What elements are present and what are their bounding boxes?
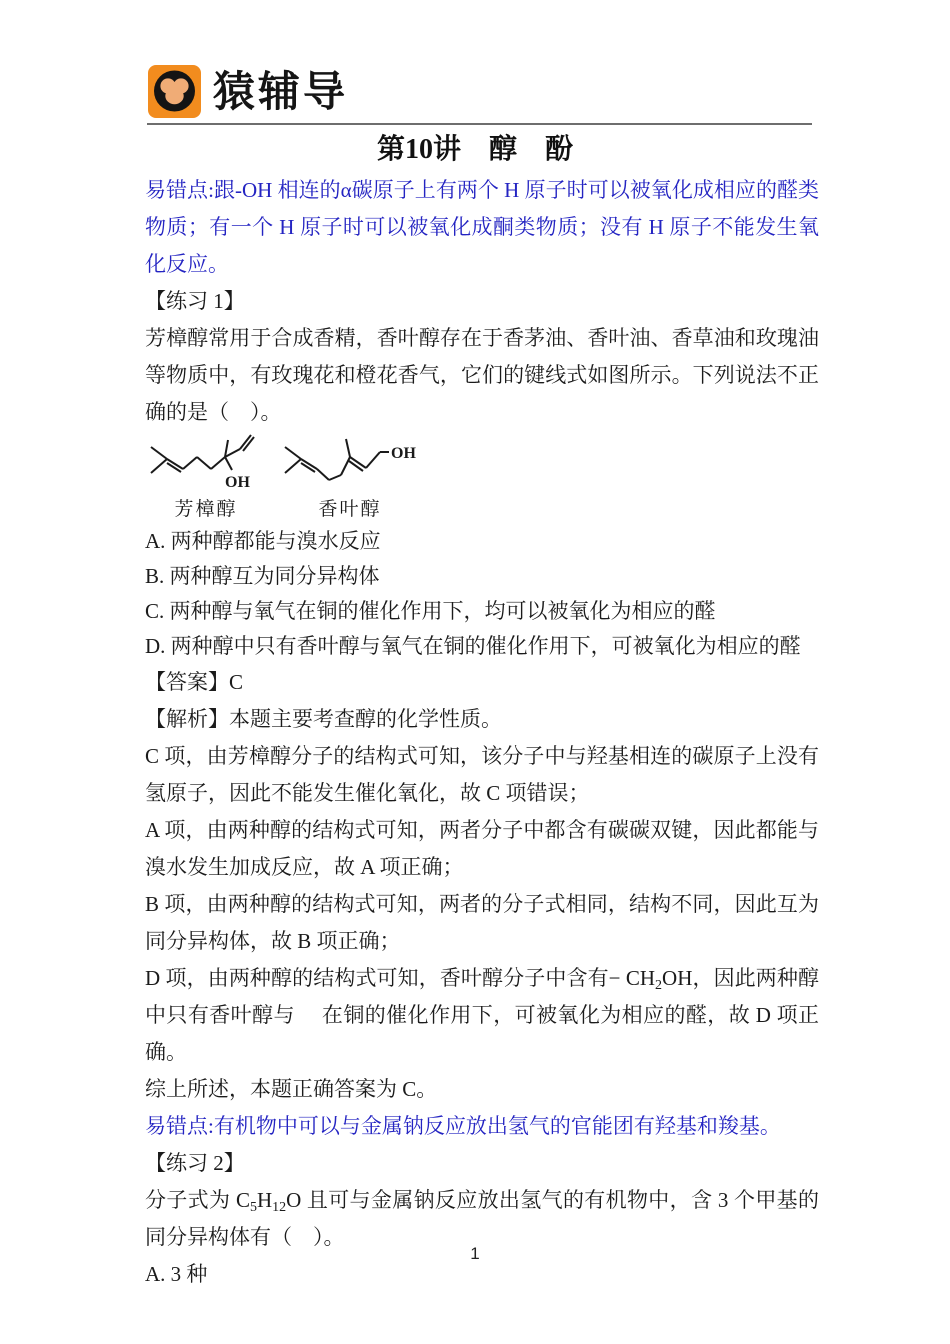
exercise1-question: 芳樟醇常用于合成香精，香叶醇存在于香茅油、香叶油、香草油和玫瑰油等物质中，有玫瑰花和橙花香气，它们的键线式如图所示。下列说法不正确的是（ ）。 bbox=[145, 326, 819, 424]
analysis-paragraph-c: C 项，由芳樟醇分子的结构式可知，该分子中与羟基相连的碳原子上没有氢原子，因此不能发生催化氧化，故 C 项错误； bbox=[145, 744, 819, 805]
analysis-d-text: OH，因此两种醇中只有香叶醇与 在铜的催化作用下，可被氧化为相应的醛，故 D 项正确。 bbox=[145, 966, 819, 1064]
exercise2-label: 【练习 2】 bbox=[145, 1151, 245, 1175]
linalool-figure bbox=[145, 433, 267, 522]
option-d: D. 两种醇中只有香叶醇与氧气在铜的催化作用下，可被氧化为相应的醛 bbox=[145, 634, 801, 658]
question-text: 且可与金属钠反应放出氢气的有机物中，含 3 个甲基的同分异构体有（ ）。 bbox=[145, 1188, 819, 1249]
brand bbox=[147, 64, 348, 120]
analysis-intro: 【解析】本题主要考查醇的化学性质。 bbox=[145, 707, 502, 731]
structure-figure bbox=[145, 433, 819, 522]
tip-2: 易错点:有机物中可以与金属钠反应放出氢气的官能团有羟基和羧基。 bbox=[145, 1114, 781, 1138]
yuanfudao-logo-icon bbox=[147, 64, 203, 120]
question-text: 分子式为 C bbox=[145, 1188, 250, 1212]
document-body bbox=[145, 172, 819, 1293]
analysis-paragraph-a: A 项，由两种醇的结构式可知，两者分子中都含有碳碳双键，因此都能与溴水发生加成反应，故 A 项正确； bbox=[145, 818, 819, 879]
geraniol-skeletal-structure bbox=[279, 433, 421, 497]
geraniol-caption: 香叶醇 bbox=[318, 499, 382, 520]
hydroxyl-label: OH bbox=[225, 474, 250, 491]
exercise1-label: 【练习 1】 bbox=[145, 289, 245, 313]
tip-1: 易错点:跟-OH 相连的α碳原子上有两个 H 原子时可以被氧化成相应的醛类物质；有一个 H 原子时可以被氧化成酮类物质；没有 H 原子不能发生氧化反应。 bbox=[145, 178, 819, 276]
answer-line: 【答案】C bbox=[145, 670, 244, 694]
analysis-conclusion: 综上所述，本题正确答案为 C。 bbox=[145, 1077, 438, 1101]
formula-element: O bbox=[286, 1188, 302, 1212]
option-a: A. 两种醇都能与溴水反应 bbox=[145, 529, 381, 553]
formula-subscript: 2 bbox=[655, 978, 663, 993]
hydroxyl-label: OH bbox=[391, 445, 416, 462]
page-number: 1 bbox=[470, 1244, 480, 1263]
option-c: C. 两种醇与氧气在铜的催化作用下，均可以被氧化为相应的醛 bbox=[145, 599, 716, 623]
exercise2-option-a: A. 3 种 bbox=[145, 1262, 208, 1286]
linalool-caption: 芳樟醇 bbox=[174, 499, 238, 520]
page-title: 第10讲 醇 酚 bbox=[376, 134, 573, 165]
analysis-paragraph-b: B 项，由两种醇的结构式可知，两者的分子式相同，结构不同，因此互为同分异构体，故 B 项正确； bbox=[145, 892, 819, 953]
analysis-d-text: D 项，由两种醇的结构式可知，香叶醇分子中含有− CH bbox=[145, 966, 656, 990]
geraniol-figure bbox=[279, 433, 421, 522]
formula-element: H bbox=[256, 1188, 273, 1212]
exercise1-options bbox=[145, 524, 819, 664]
linalool-skeletal-structure bbox=[145, 433, 267, 497]
formula-subscript: 12 bbox=[272, 1200, 287, 1215]
formula-subscript: 5 bbox=[249, 1200, 257, 1215]
linalool-bonds bbox=[151, 435, 254, 473]
header-divider bbox=[147, 123, 812, 125]
option-b: B. 两种醇互为同分异构体 bbox=[145, 564, 380, 588]
brand-name: 猿辅导 bbox=[213, 68, 349, 115]
geraniol-bonds bbox=[285, 439, 389, 480]
analysis-paragraph-d bbox=[145, 960, 819, 1071]
